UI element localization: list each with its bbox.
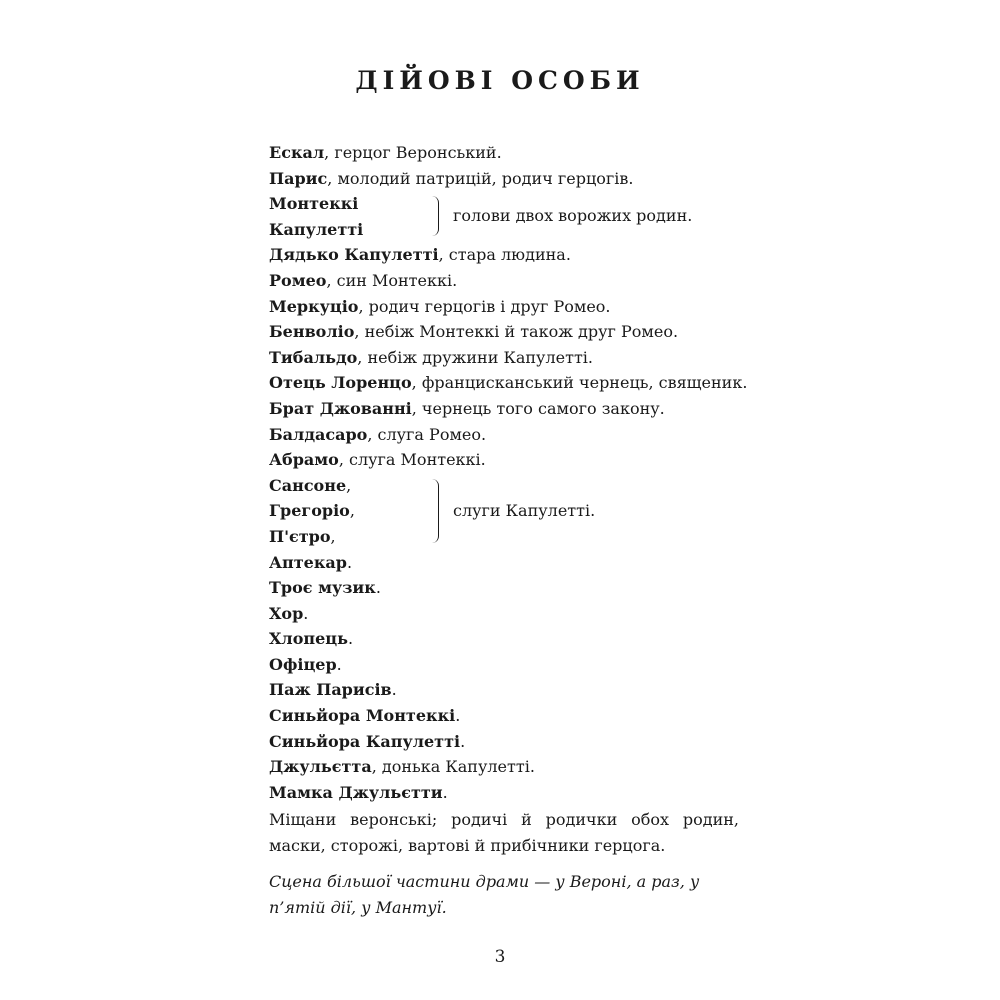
character-description: . — [347, 629, 354, 649]
character-description: . — [336, 654, 342, 674]
citizens-paragraph: Міщани веронські; родичі й родички обох родин, маски, сторожі, вартові й прибічники герцога. — [269, 810, 739, 856]
character-description: , слуга Ромео. — [367, 424, 487, 444]
character-entry — [269, 703, 739, 729]
servants-group — [269, 473, 739, 550]
character-name: Паж Парисів — [269, 680, 392, 700]
character-entry — [269, 294, 739, 320]
character-description: . — [391, 680, 397, 700]
character-name: Мамка Джульєтти — [269, 782, 443, 802]
character-name: Тибальдо — [269, 347, 358, 367]
character-entry — [269, 370, 748, 396]
scene-note: Сцена більшої частини драми — у Вероні, а раз, у п’ятій дії, у Мантуї. — [269, 872, 700, 918]
character-description: , герцог Веронський. — [324, 143, 502, 162]
character-name: Бенволіо — [269, 322, 355, 342]
character-entry — [269, 242, 739, 268]
character-entry — [269, 319, 739, 345]
character-list — [269, 140, 748, 921]
character-entry — [269, 524, 739, 550]
character-entry — [269, 729, 739, 755]
character-name: Офіцер — [269, 654, 337, 674]
character-description: , — [349, 501, 355, 521]
character-description: . — [303, 603, 309, 623]
families-brace — [432, 196, 439, 236]
servants-note: слуги Капулетті. — [453, 500, 596, 520]
character-name: Капулетті — [269, 219, 364, 239]
character-description: , — [346, 475, 352, 495]
character-description: . — [346, 552, 353, 572]
character-name: Сансоне — [269, 475, 347, 495]
character-description: , францисканський чернець, священик. — [411, 373, 748, 393]
character-name: Хлопець — [269, 629, 348, 649]
character-description: , стара людина. — [438, 245, 571, 265]
character-name: Грегоріо — [269, 501, 350, 521]
character-entry — [269, 754, 739, 780]
character-name: Ромео — [269, 270, 327, 290]
character-description: , небіж Монтеккі й також друг Ромео. — [354, 322, 679, 342]
character-entry — [269, 652, 739, 678]
character-entry — [269, 166, 739, 192]
character-description: . — [455, 706, 461, 726]
families-group — [269, 191, 739, 242]
characters-middle — [269, 242, 748, 472]
page-title: ДІЙОВІ ОСОБИ — [355, 66, 645, 95]
character-name: Парис — [269, 168, 328, 188]
character-entry — [269, 601, 739, 627]
page-number: 3 — [494, 947, 506, 967]
character-name: Балдасаро — [269, 424, 368, 444]
character-entry — [269, 268, 739, 294]
character-entry — [269, 575, 739, 601]
character-description: , донька Капулетті. — [371, 757, 535, 777]
characters-after — [269, 550, 739, 806]
character-name: Хор — [269, 603, 304, 623]
character-name: Синьйора Капулетті — [269, 731, 461, 751]
character-name: Ескал — [269, 143, 325, 162]
character-name: Троє музик — [269, 578, 376, 598]
character-entry — [269, 447, 739, 473]
character-description: . — [375, 578, 381, 598]
character-entry — [269, 677, 739, 703]
character-description: , небіж дружини Капулетті. — [357, 347, 593, 367]
character-entry — [269, 780, 739, 806]
character-description: , син Монтеккі. — [326, 270, 458, 290]
character-name: Джульєтта — [269, 757, 372, 777]
character-description: , молодий патрицій, родич герцогів. — [327, 168, 634, 188]
servants-brace — [432, 479, 439, 543]
character-entry — [269, 550, 739, 576]
character-name: Абрамо — [269, 450, 339, 470]
character-entry — [269, 626, 739, 652]
character-description: , слуга Монтеккі. — [338, 450, 486, 470]
families-note: голови двох ворожих родин. — [453, 206, 693, 226]
character-description: . — [442, 782, 448, 802]
character-name: П'єтро — [269, 526, 331, 546]
character-name: Аптекар — [269, 552, 347, 572]
character-name: Синьйора Монтеккі — [269, 706, 456, 726]
character-description: . — [460, 731, 466, 751]
character-description: , родич герцогів і друг Ромео. — [358, 296, 611, 316]
character-entry — [269, 345, 739, 371]
character-name: Меркуціо — [269, 296, 359, 316]
characters-before — [269, 140, 739, 191]
character-name: Дядько Капулетті — [269, 245, 439, 265]
character-entry — [269, 473, 739, 499]
character-name: Монтеккі — [269, 194, 359, 214]
character-description: , чернець того самого закону. — [411, 398, 665, 418]
character-entry — [269, 422, 739, 448]
character-name: Отець Лоренцо — [269, 373, 412, 393]
character-entry — [269, 396, 739, 422]
character-name: Брат Джованні — [269, 398, 412, 418]
character-description: , — [330, 526, 336, 546]
character-entry — [269, 140, 739, 166]
